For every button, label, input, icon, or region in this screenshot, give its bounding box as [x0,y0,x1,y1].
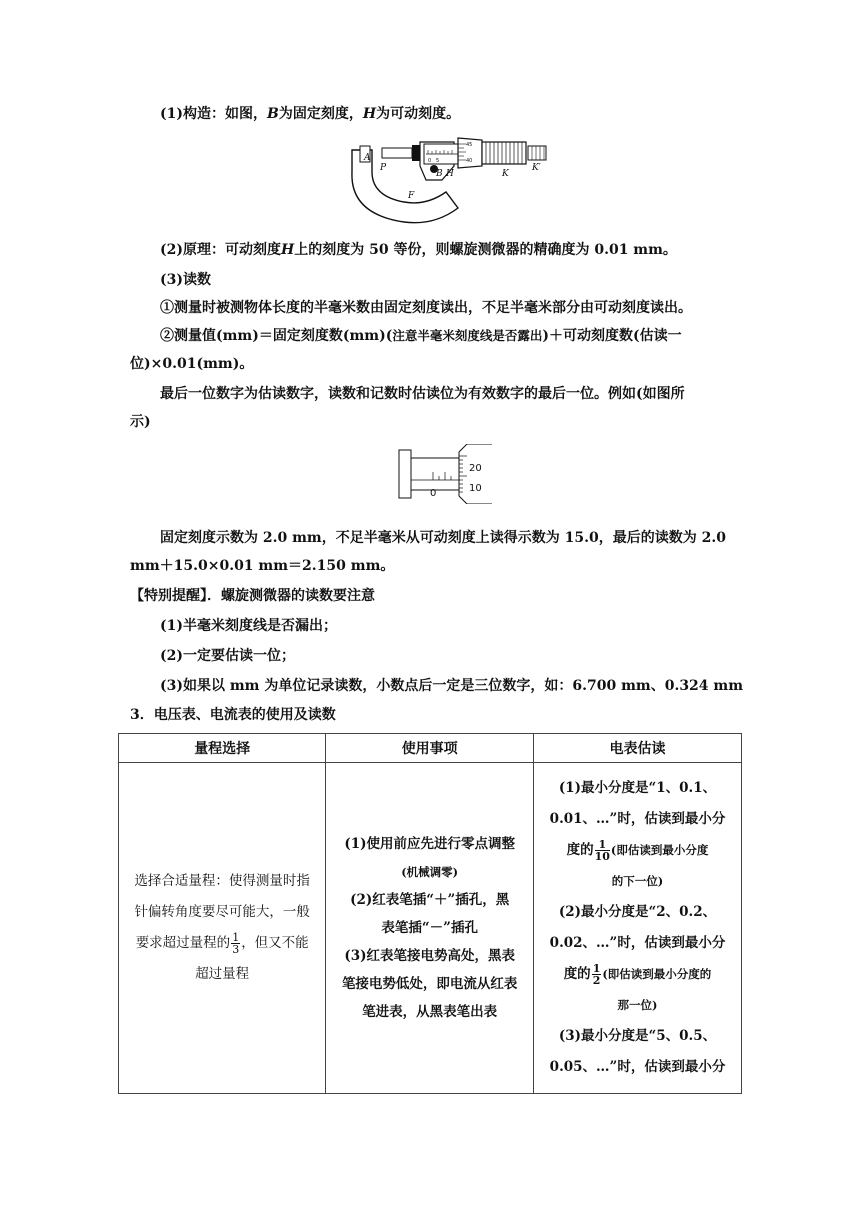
text: (即估读到最小分度 [610,843,709,857]
text: 超过量程 [195,966,250,982]
table-row [119,763,742,1094]
text: 0.01、…”时，估读到最小分 [549,811,726,827]
header-usage: 使用事项 [326,734,534,763]
item-1: ①测量时被测物体长度的半毫米数由固定刻度读出，不足半毫米部分由可动刻度读出。 [160,300,692,316]
cell-range-text [119,866,325,990]
meter-table [118,733,742,1094]
reading-figure [397,444,492,504]
symbol-h: H [362,106,377,122]
cell-usage [326,763,534,1094]
text: (1)构造：如图， [160,106,267,122]
label-f: F [408,191,415,201]
cell-range [119,763,326,1094]
tick-0: 0 [430,488,437,499]
thimble-40: 40 [466,158,473,164]
text: 度的 [563,966,591,982]
tip-1: (1)半毫米刻度线是否漏出； [160,618,337,634]
denominator: 10 [594,850,610,863]
cell-estimate-text [534,773,741,1083]
denominator: 3 [232,943,240,956]
item-2 [160,326,682,346]
text: (3)最小分度是“5、0.5、 [558,1028,717,1044]
label-k-prime: K′ [532,163,541,173]
fraction-one-half [592,963,602,986]
numerator: 1 [595,839,610,851]
paragraph-estimate: 最后一位数字为估读数字，读数和记数时估读位为有效数字的最后一位。例如(如图所 [160,386,685,402]
text: 要求超过量程的 [135,935,231,951]
text-with-fraction [534,959,741,990]
symbol-b: B [267,106,279,122]
text: 0.02、…”时，估读到最小分 [549,935,726,951]
heading-reading: (3)读数 [160,272,211,288]
cell-estimate [534,763,742,1094]
tick-20: 20 [469,463,482,474]
paragraph-example: 固定刻度示数为 2.0 mm，不足半毫米从可动刻度上读得示数为 15.0，最后的读数为 2.0 [160,530,726,546]
text: 表笔插“－”插孔 [381,920,478,936]
text: (3)红表笔接电势高处，黑表 [344,948,516,964]
text: 的下一位) [611,874,664,888]
text: (2)最小分度是“2、0.2、 [558,904,717,920]
fraction-one-third [231,932,240,955]
text: 0.05、…”时，估读到最小分 [549,1059,726,1075]
text: )＋可动刻度数(估读一 [542,328,682,344]
numerator: 1 [232,931,240,944]
denominator: 2 [592,974,601,987]
text: ②测量值(mm)＝固定刻度数(mm)( [160,328,393,344]
paragraph-estimate-continued: 示) [130,414,151,430]
text: 笔接电势低处，即电流从红表 [341,976,518,992]
text: 度的 [566,842,594,858]
cell-usage-text [326,830,533,1026]
paragraph-structure [160,104,460,124]
text: (机械调零) [401,865,459,879]
sleeve-5: 5 [436,158,440,164]
tip-title: 【特别提醒】．螺旋测微器的读数要注意 [130,588,375,604]
text: (即估读到最小分度的 [602,967,712,981]
micrometer-figure [342,136,556,230]
text: (2)红表笔插“＋”插孔，黑 [350,892,510,908]
label-b: B [436,169,443,179]
tick-10: 10 [469,483,482,494]
paragraph-principle [160,240,677,260]
text: (2)原理：可动刻度 [160,242,281,258]
table-header-row [119,734,742,763]
text: 针偏转角度要尽可能大，一般 [134,904,310,920]
header-estimate: 电表估读 [534,734,742,763]
sleeve-0: 0 [428,158,432,164]
text: 为可动刻度。 [376,106,461,122]
text-with-fraction [119,928,325,959]
text: 笔进表，从黑表笔出表 [362,1004,498,1020]
label-p: P [380,163,387,173]
section-3-heading: 3．电压表、电流表的使用及读数 [130,707,336,723]
text: (1)使用前应先进行零点调整 [344,836,516,852]
text: ，但又不能 [241,935,309,951]
item-2-continued: 位)×0.01(mm)。 [130,356,254,372]
note: 注意半毫米刻度线是否露出 [392,328,543,343]
text: 那一位) [617,998,658,1012]
label-h: H [446,169,454,179]
tip-2: (2)一定要估读一位； [160,648,295,664]
numerator: 1 [592,962,601,975]
label-a: A [364,153,371,163]
text: 为固定刻度， [278,106,363,122]
symbol-h: H [281,242,295,258]
tip-3: (3)如果以 mm 为单位记录读数，小数点后一定是三位数字，如：6.700 mm、0.324 mm [160,678,744,694]
text: 上的刻度为 50 等份，则螺旋测微器的精确度为 0.01 mm。 [294,242,677,258]
text: 选择合适量程：使得测量时指 [134,873,310,889]
thimble-45: 45 [466,142,473,148]
text-with-fraction [534,835,741,866]
fraction-one-tenth [595,839,610,862]
paragraph-example-continued: mm＋15.0×0.01 mm＝2.150 mm。 [130,558,395,574]
label-k: K [502,169,509,179]
header-range: 量程选择 [119,734,326,763]
text: (1)最小分度是“1、0.1、 [558,780,717,796]
